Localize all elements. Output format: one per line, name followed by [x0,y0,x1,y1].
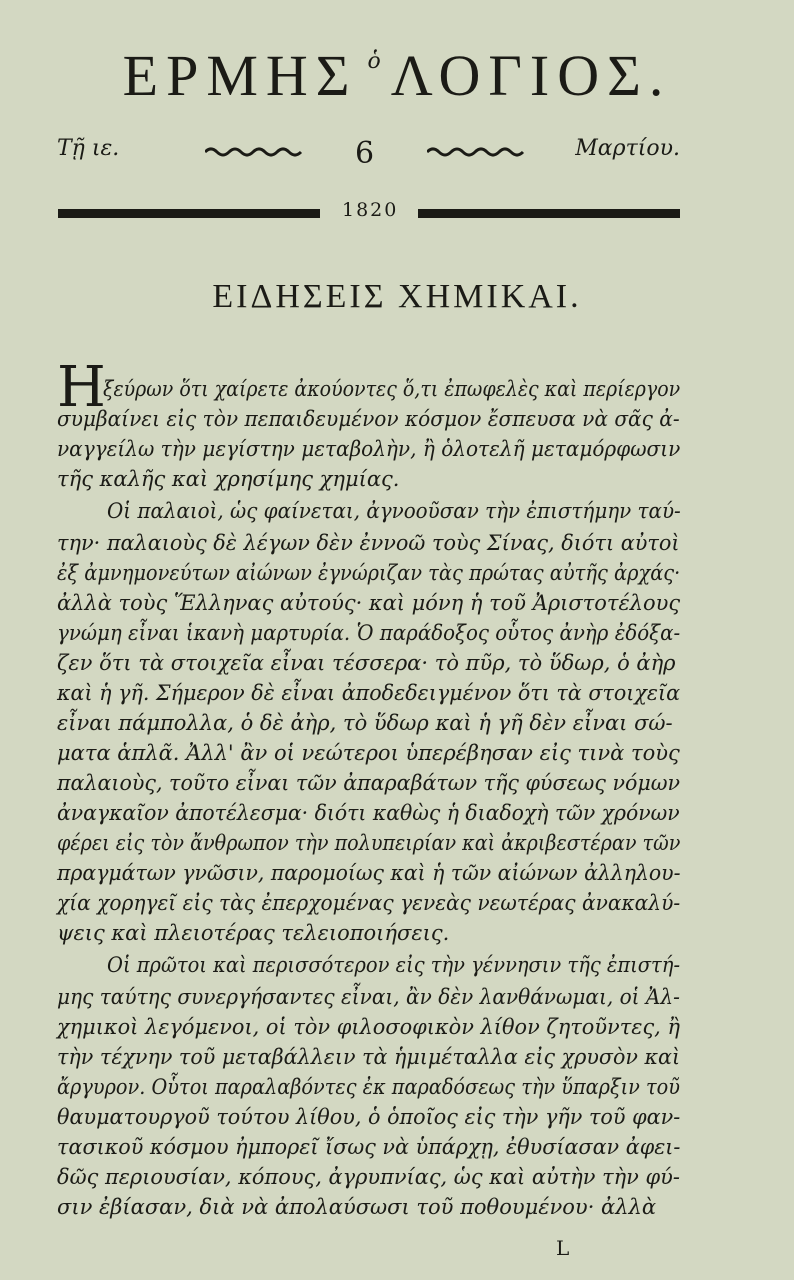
issue-day: Τῇ ιε. [57,136,120,161]
text-line: τὴν τέχνην τοῦ μεταβάλλειν τὰ ἡμιμέταλλα εἰς χρυσὸν καὶ [57,1045,681,1069]
text-line: την· παλαιοὺς δὲ λέγων δὲν ἐννοῶ τοὺς Σίνας, διότι αὐτοὶ [57,531,680,555]
text-line: μης ταύτης συνεργήσαντες εἶναι, ἂν δὲν λανθάνωμαι, οἱ Ἀλ- [57,985,680,1009]
text-line: ἀναγκαῖον ἀποτέλεσμα· διότι καθὼς ἡ διαδοχὴ τῶν χρόνων [57,801,680,825]
text-line: ξεύρων ὅτι χαίρετε ἀκούοντες ὅ,τι ἐπωφελὲς καὶ περίεργον [103,377,681,401]
masthead [50,40,744,110]
text-line: ἐξ ἀμνημονεύτων αἰώνων ἐγνώριζαν τὰς πρώτας αὐτῆς ἀρχάς· [57,561,681,585]
text-line: χημικοὶ λεγόμενοι, οἱ τὸν φιλοσοφικὸν λίθον ζητοῦντες, ἢ [57,1015,680,1039]
text-line: παλαιοὺς, τοῦτο εἶναι τῶν ἀπαραβάτων τῆς φύσεως νόμων [57,771,681,795]
wavy-ornament-left [205,146,305,158]
signature-mark: L [556,1236,570,1260]
wavy-ornament-right [427,146,527,158]
text-line: Οἱ πρῶτοι καὶ περισσότερον εἰς τὴν γέννησιν τῆς ἐπιστή- [107,953,681,977]
text-line: τασικοῦ κόσμου ἠμπορεῖ ἴσως νὰ ὑπάρχῃ, ἐθυσίασαν ἀφει- [57,1135,681,1159]
section-title: ΕΙΔΗΣΕΙΣ ΧΗΜΙΚΑΙ. [212,278,582,315]
issue-row [55,132,680,172]
text-line: φέρει εἰς τὸν ἄνθρωπον τὴν πολυπειρίαν καὶ ἀκριβεστέραν τῶν [57,831,681,855]
drop-cap: Η [57,355,106,420]
text-line: χία χορηγεῖ εἰς τὰς ἐπερχομένας γενεὰς νεωτέρας ἀνακαλύ- [57,891,681,915]
rule-right [418,209,680,218]
masthead-title-right: ΛΟΓΙΟΣ. [390,42,672,108]
text-line: ψεις καὶ πλειοτέρας τελειοποιήσεις. [57,921,450,945]
text-line: γνώμη εἶναι ἱκανὴ μαρτυρία. Ὁ παράδοξος οὗτος ἀνὴρ ἐδόξα- [57,621,681,645]
text-line: ζεν ὅτι τὰ στοιχεῖα εἶναι τέσσερα· τὸ πῦρ, τὸ ὕδωρ, ὁ ἀὴρ [57,651,676,675]
masthead-article: ὁ [367,48,381,74]
masthead-title-left: ΕΡΜΗΣ [122,42,358,108]
text-line: ἀλλὰ τοὺς Ἕλληνας αὐτούς· καὶ μόνη ἡ τοῦ Ἀριστοτέλους [57,591,681,615]
text-line: δῶς περιουσίαν, κόπους, ἀγρυπνίας, ὡς καὶ αὐτὴν τὴν φύ- [57,1165,680,1189]
text-line: Οἱ παλαιοὶ, ὡς φαίνεται, ἀγνοοῦσαν τὴν ἐπιστήμην ταύ- [107,499,681,523]
text-line: ματα ἁπλᾶ. Ἀλλ' ἂν οἱ νεώτεροι ὑπερέβησαν εἰς τινὰ τοὺς [57,741,680,765]
text-line: σιν ἐβίασαν, διὰ νὰ ἀπολαύσωσι τοῦ ποθουμένου· ἀλλὰ [57,1195,657,1219]
text-line: ἄργυρον. Οὗτοι παραλαβόντες ἐκ παραδόσεως τὴν ὕπαρξιν τοῦ [57,1075,681,1099]
text-line: συμβαίνει εἰς τὸν πεπαιδευμένον κόσμον ἔσπευσα νὰ σᾶς ἀ- [57,407,680,431]
issue-number: 6 [355,136,375,171]
text-line: καὶ ἡ γῆ. Σήμερον δὲ εἶναι ἀποδεδειγμένον ὅτι τὰ στοιχεῖα [57,681,681,705]
text-line: πραγμάτων γνῶσιν, παρομοίως καὶ ἡ τῶν αἰώνων ἀλληλου- [57,861,681,885]
text-line: εἶναι πάμπολλα, ὁ δὲ ἀὴρ, τὸ ὕδωρ καὶ ἡ γῆ δὲν εἶναι σώ- [57,711,673,735]
issue-year: 1820 [342,199,399,221]
text-line: ναγγείλω τὴν μεγίστην μεταβολὴν, ἢ ὁλοτελῆ μεταμόρφωσιν [57,437,681,461]
text-line: τῆς καλῆς καὶ χρησίμης χημίας. [57,467,400,491]
text-line: θαυματουργοῦ τούτου λίθου, ὁ ὁποῖος εἰς τὴν γῆν τοῦ φαν- [57,1105,681,1129]
issue-month: Μαρτίου. [575,136,680,161]
rule-left [58,209,320,218]
